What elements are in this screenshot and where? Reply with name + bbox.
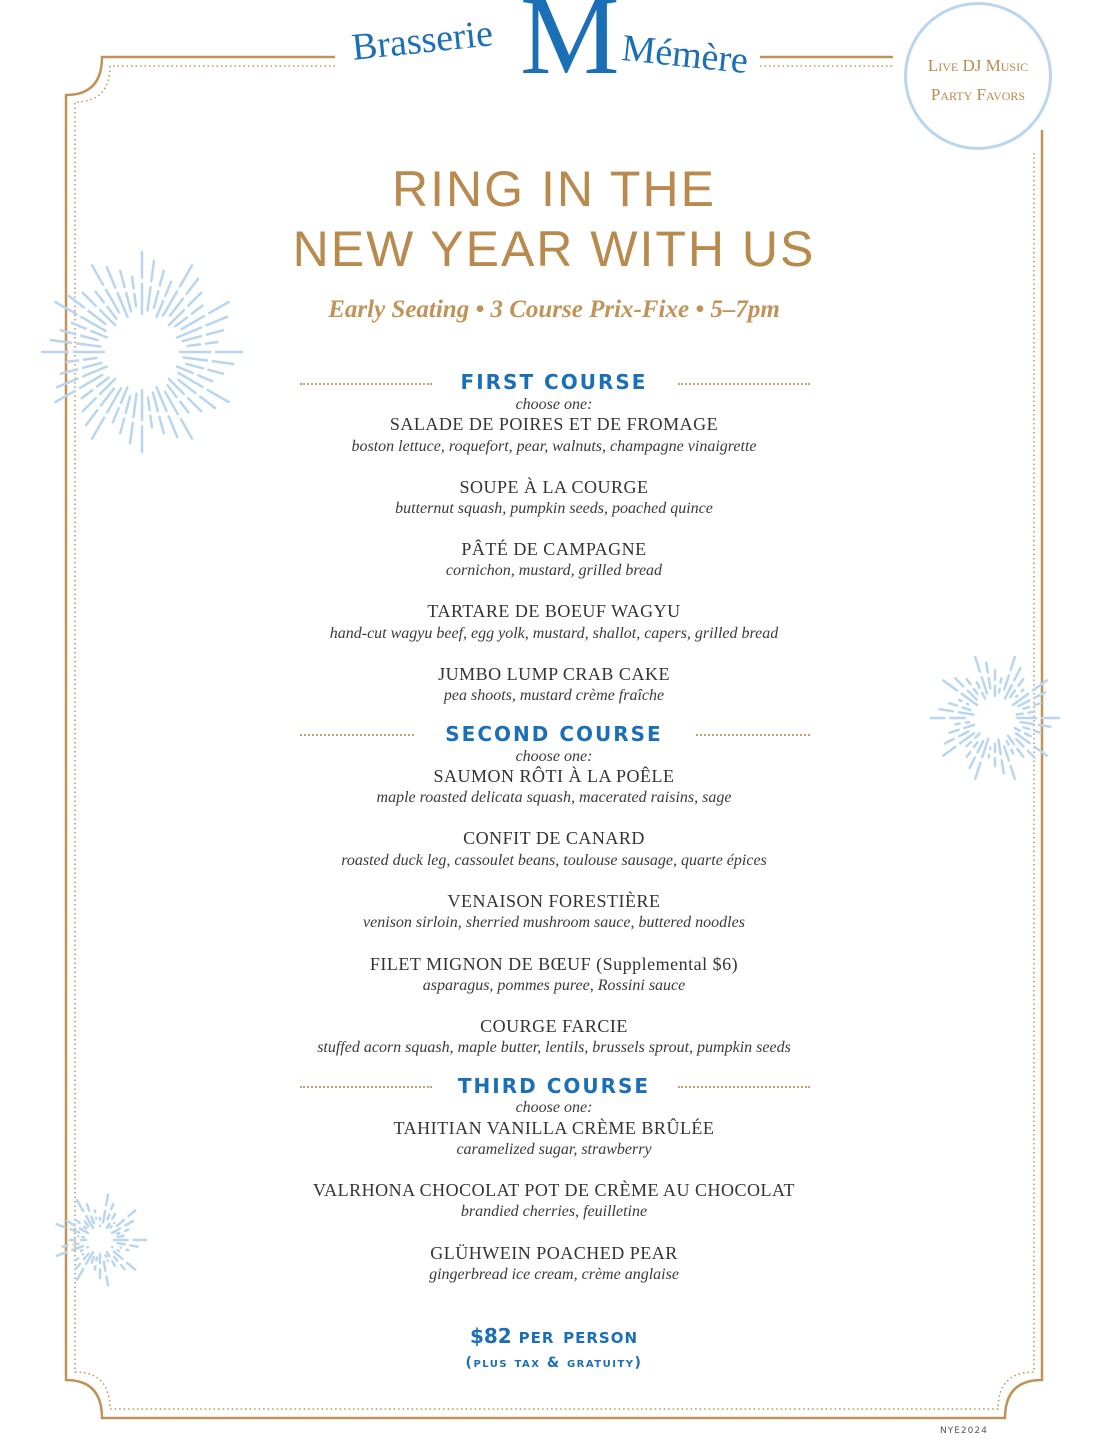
- menu-item-desc: gingerbread ice cream, crème anglaise: [429, 1266, 679, 1283]
- seating-subline: Early Seating • 3 Course Prix-Fixe • 5–7pm: [328, 296, 780, 323]
- firework-ray: [83, 363, 101, 368]
- firework-ray: [84, 358, 96, 360]
- menu-item-desc: venison sirloin, sherried mushroom sauce, buttered noodles: [363, 914, 745, 931]
- menu-item-desc: butternut squash, pumpkin seeds, poached quince: [395, 500, 713, 517]
- menu-item-name: COURGE FARCIE: [480, 1016, 628, 1036]
- menu-item-name: FILET MIGNON DE BŒUF (Supplemental $6): [369, 954, 739, 974]
- firework-ray: [107, 1224, 109, 1228]
- firework-ray: [125, 1230, 128, 1231]
- firework-ray: [77, 344, 100, 347]
- firework-ray: [187, 279, 198, 294]
- firework-ray: [206, 342, 217, 344]
- menu-item-name: VALRHONA CHOCOLAT POT DE CRÈME AU CHOCOLAT: [312, 1180, 796, 1200]
- logo-monogram: M: [520, 0, 620, 98]
- logo-brasserie: Brasserie: [349, 12, 495, 69]
- firework-ray: [67, 360, 78, 362]
- firework-ray: [91, 331, 107, 338]
- badge-line-favors: Party Favors: [930, 85, 1026, 104]
- firework-ray: [67, 1221, 75, 1225]
- firework-ray: [1017, 714, 1023, 715]
- menu-item-name: TARTARE DE BOEUF WAGYU: [427, 601, 681, 621]
- menu-item-desc: caramelized sugar, strawberry: [456, 1141, 652, 1158]
- firework-ray: [207, 330, 223, 334]
- firework-ray: [165, 282, 171, 296]
- menu-item-desc: hand-cut wagyu beef, egg yolk, mustard, shallot, capers, grilled bread: [329, 625, 779, 642]
- choose-one-label: choose one:: [515, 396, 593, 413]
- firework-ray: [184, 358, 207, 361]
- firework-ray: [71, 1229, 80, 1232]
- firework-ray: [132, 277, 134, 288]
- menu-item-desc: stuffed acorn squash, maple butter, lentils, brussels sprout, pumpkin seeds: [317, 1039, 791, 1056]
- course-title-third: THIRD COURSE: [457, 1074, 651, 1098]
- firework-ray: [959, 712, 974, 714]
- badge-line-dj: Live DJ Music: [927, 56, 1029, 75]
- firework-ray: [183, 336, 201, 341]
- firework-ray: [940, 709, 953, 711]
- firework-ray: [1024, 707, 1030, 709]
- menu-item-name: VENAISON FORESTIÈRE: [447, 891, 661, 911]
- price-amount: $82: [469, 1324, 512, 1348]
- menu-item-desc: maple roasted delicata squash, macerated raisins, sage: [376, 789, 732, 806]
- entertainment-badge: [904, 2, 1052, 150]
- menu-item-desc: asparagus, pommes puree, Rossini sauce: [422, 977, 686, 994]
- firework-ray: [61, 330, 76, 334]
- price-note: (plus tax & gratuity): [465, 1355, 643, 1371]
- menu-item-name: SOUPE À LA COURGE: [459, 477, 649, 497]
- price-per-person: per person: [518, 1324, 639, 1349]
- firework-ray: [125, 1221, 133, 1225]
- course-title-second: SECOND COURSE: [445, 722, 663, 746]
- menu-item-desc: brandied cherries, feuilletine: [460, 1203, 648, 1220]
- firework-ray: [57, 1224, 65, 1227]
- menu-item-desc: roasted duck leg, cassoulet beans, toulouse sausage, quarte épices: [341, 852, 767, 869]
- menu-item-name: SALADE DE POIRES ET DE FROMAGE: [389, 414, 719, 434]
- price-line: [0, 1324, 1108, 1349]
- firework-ray: [77, 1221, 80, 1223]
- menu-item-desc: cornichon, mustard, grilled bread: [445, 562, 663, 579]
- menu-item-name: SAUMON RÔTI À LA POÊLE: [433, 766, 675, 786]
- course-title-first: FIRST COURSE: [460, 370, 648, 394]
- choose-one-label: choose one:: [515, 748, 593, 765]
- firework-ray: [963, 708, 971, 711]
- firework-ray: [188, 344, 200, 346]
- firework-ray: [81, 336, 97, 340]
- menu-code: NYE2024: [940, 1426, 988, 1436]
- headline-line-1: RING IN THE: [392, 161, 716, 217]
- menu-item-name: PÂTÉ DE CAMPAGNE: [461, 539, 647, 559]
- menu-item-name: TAHITIAN VANILLA CRÈME BRÛLÉE: [393, 1118, 715, 1138]
- firework-ray: [1029, 712, 1035, 713]
- firework-ray: [213, 361, 233, 364]
- menu-item-desc: boston lettuce, roquefort, pear, walnuts, champagne vinaigrette: [351, 438, 757, 455]
- menu-item-desc: pea shoots, mustard crème fraîche: [443, 687, 665, 704]
- firework-ray: [51, 340, 71, 343]
- logo-memere: Mémère: [619, 27, 751, 83]
- firework-ray: [85, 1222, 86, 1224]
- menu-item-name: JUMBO LUMP CRAB CAKE: [438, 664, 670, 684]
- menu-item-name: GLÜHWEIN POACHED PEAR: [430, 1243, 678, 1263]
- choose-one-label: choose one:: [515, 1099, 593, 1116]
- firework-ray: [110, 1226, 111, 1227]
- firework-ray: [84, 1227, 86, 1229]
- headline-line-2: NEW YEAR WITH US: [292, 221, 816, 277]
- firework-ray: [117, 1233, 120, 1234]
- menu-item-name: CONFIT DE CANARD: [463, 828, 645, 848]
- firework-ray: [186, 364, 202, 368]
